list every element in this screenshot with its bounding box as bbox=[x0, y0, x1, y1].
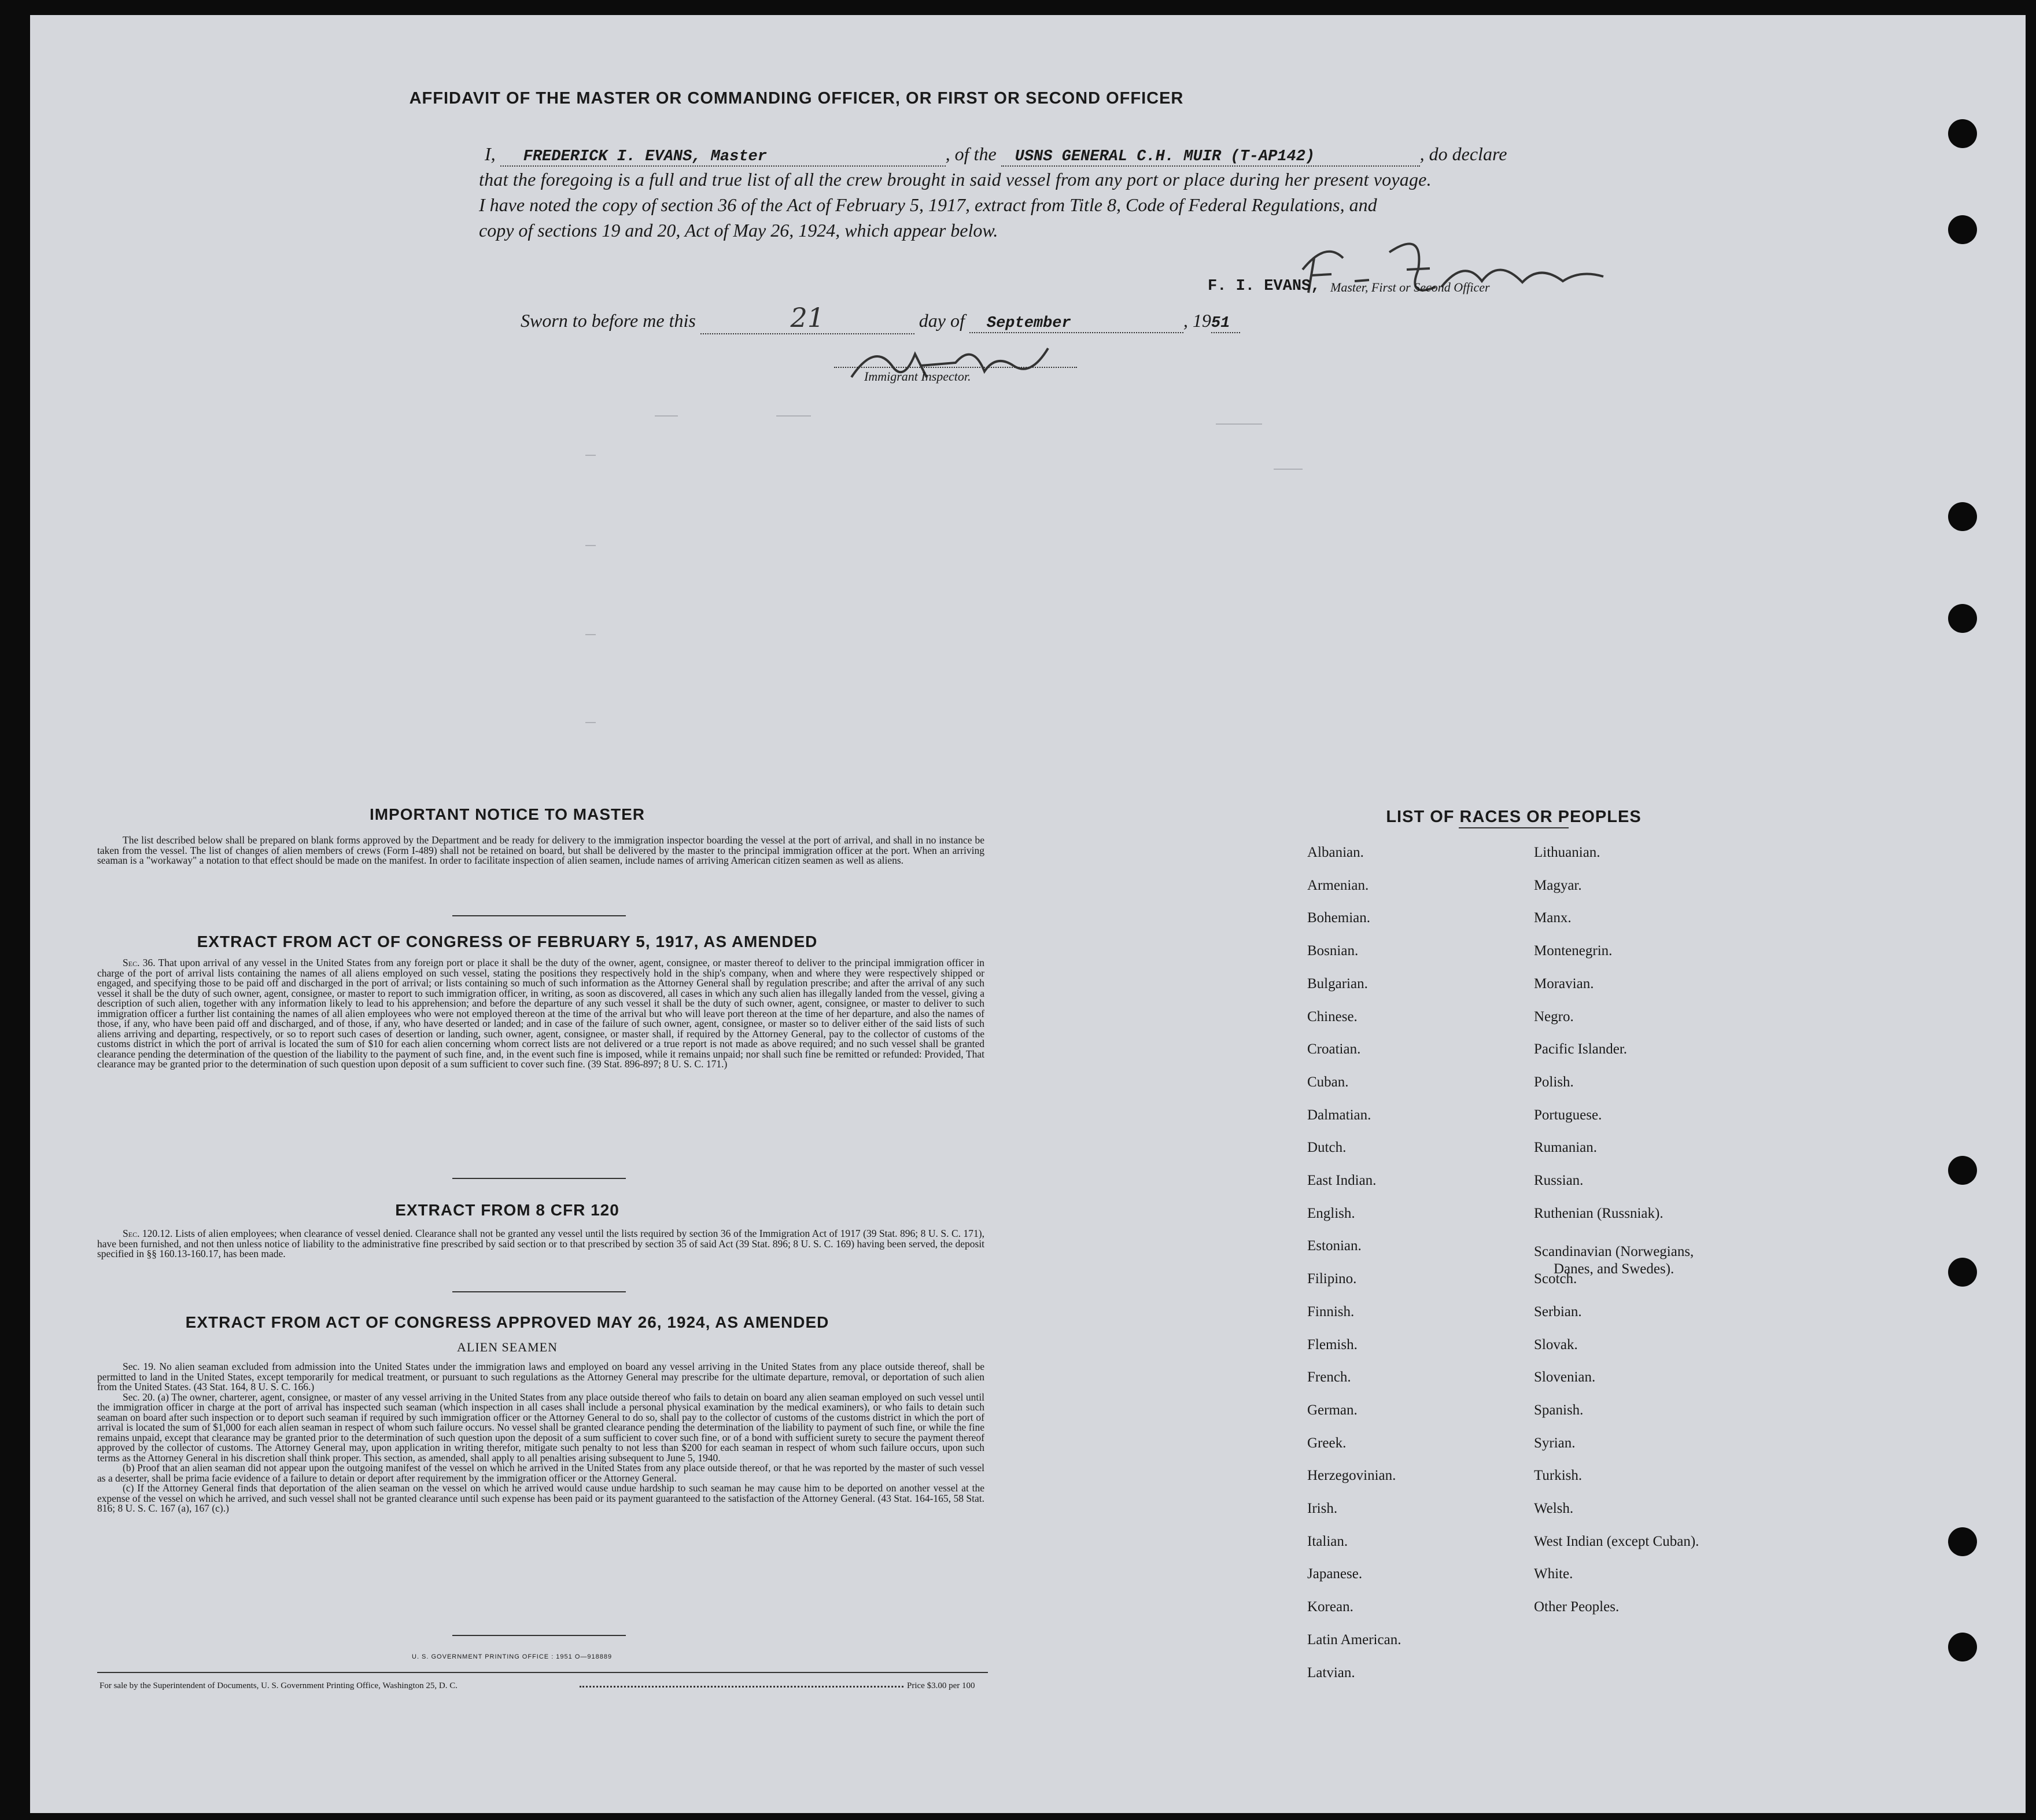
race-item: Dalmatian. bbox=[1307, 1107, 1371, 1123]
bleed-mark bbox=[776, 415, 811, 417]
race-item: Dutch. bbox=[1307, 1140, 1347, 1156]
bleed-mark bbox=[585, 634, 596, 635]
day-of-label: day of bbox=[919, 310, 965, 331]
race-item: Syrian. bbox=[1534, 1435, 1576, 1451]
section-divider bbox=[452, 1291, 626, 1292]
bleed-mark bbox=[1274, 469, 1303, 470]
sworn-day-field: 21 bbox=[700, 302, 914, 334]
race-item: Pacific Islander. bbox=[1534, 1041, 1628, 1058]
bleed-mark bbox=[585, 722, 596, 723]
punch-hole-icon bbox=[1948, 604, 1977, 633]
race-item: Danes, and Swedes). bbox=[1554, 1261, 1674, 1277]
races-title: LIST OF RACES OR PEOPLES bbox=[1386, 808, 1642, 826]
affidavit-line1 bbox=[485, 143, 1613, 167]
extract-1917-title: EXTRACT FROM ACT OF CONGRESS OF FEBRUARY 5, 1917, AS AMENDED bbox=[197, 933, 818, 950]
punch-hole-icon bbox=[1948, 1633, 1977, 1661]
for-sale-note: For sale by the Superintendent of Documents, U. S. Government Printing Office, Washington 25, D. C. bbox=[99, 1681, 458, 1690]
sec-120-label: Sec. 120.12. bbox=[123, 1228, 173, 1239]
punch-hole-icon bbox=[1948, 215, 1977, 244]
race-item: Irish. bbox=[1307, 1501, 1338, 1516]
race-item: Cuban. bbox=[1307, 1074, 1349, 1090]
race-item: Bohemian. bbox=[1307, 910, 1371, 926]
year-prefix: , 19 bbox=[1183, 310, 1211, 331]
race-item: West Indian (except Cuban). bbox=[1534, 1533, 1699, 1549]
sec-20b-text: (b) Proof that an alien seaman did not appear upon the outgoing manifest of the vessel on which he arrived in the United States from any place outside thereof, or that he was reported by the master of such vessel as a deserter, shall be prima facie evidence of a failure to detain or deport after requirement by the immigration officer or the Attorney General. bbox=[97, 1462, 984, 1484]
extract-8cfr-title: EXTRACT FROM 8 CFR 120 bbox=[395, 1201, 619, 1219]
race-item: Korean. bbox=[1307, 1599, 1353, 1615]
extract-1917-body bbox=[97, 958, 984, 1070]
alien-seamen-subtitle: ALIEN SEAMEN bbox=[457, 1340, 558, 1354]
gpo-imprint: U. S. GOVERNMENT PRINTING OFFICE : 1951 O—918889 bbox=[412, 1653, 613, 1660]
punch-hole-icon bbox=[1948, 1156, 1977, 1185]
affidavit-title: AFFIDAVIT OF THE MASTER OR COMMANDING OFFICER, OR FIRST OR SECOND OFFICER bbox=[409, 89, 1184, 108]
race-item: Spanish. bbox=[1534, 1402, 1584, 1418]
race-item: Rumanian. bbox=[1534, 1140, 1598, 1156]
race-item: Armenian. bbox=[1307, 877, 1369, 893]
sec-19-text: Sec. 19. No alien seaman excluded from admission into the United States under the immigration laws and employed on board any vessel arriving in the United States from any place outside thereof, shall be permitted to land in the United States, except temporarily for medical treatment, or pursuant to such regulations as the Attorney General may prescribe for the ultimate departure, removal, or deportation of such alien from the United States. (43 Stat. 164, 8 U. S. C. 166.) bbox=[97, 1361, 984, 1392]
sec-120-text: Lists of alien employees; when clearance of vessel denied. Clearance shall not be granted any vessel until the lists required by section 36 of the Immigration Act of 1917 (39 Stat. 896; 8 U. S. C. 171), have been furnished, and not then unless notice of liability to the administrative fine prescribed by said section or to that prescribed by section 35 of said Act (39 Stat. 896; 8 U. S. C. 169) having been served, the deposit specified in §§ 160.13-160.17, has been made. bbox=[97, 1228, 984, 1259]
races-title-rule bbox=[1459, 827, 1569, 828]
race-item: Flemish. bbox=[1307, 1336, 1358, 1353]
race-item: Slovak. bbox=[1534, 1336, 1578, 1353]
form-page bbox=[30, 15, 2026, 1813]
race-item: Estonian. bbox=[1307, 1238, 1362, 1254]
bleed-mark bbox=[1216, 423, 1262, 425]
race-item: Negro. bbox=[1534, 1008, 1574, 1025]
sec-36-label: Sec. 36. bbox=[123, 957, 156, 968]
race-item: Chinese. bbox=[1307, 1008, 1358, 1025]
extract-1924-title: EXTRACT FROM ACT OF CONGRESS APPROVED MAY 26, 1924, AS AMENDED bbox=[185, 1313, 829, 1331]
race-item: White. bbox=[1534, 1566, 1573, 1582]
punch-hole-icon bbox=[1948, 502, 1977, 531]
race-item: Italian. bbox=[1307, 1533, 1348, 1549]
vessel-field: USNS GENERAL C.H. MUIR (T-AP142) bbox=[1001, 148, 1420, 167]
race-item: Polish. bbox=[1534, 1074, 1574, 1090]
race-item: Finnish. bbox=[1307, 1303, 1355, 1320]
section-divider bbox=[452, 1635, 626, 1636]
race-item: Slovenian. bbox=[1534, 1369, 1596, 1386]
race-item: Ruthenian (Russniak). bbox=[1534, 1205, 1664, 1221]
sworn-prefix: Sworn to before me this bbox=[521, 310, 696, 331]
race-item: Scandinavian (Norwegians, bbox=[1534, 1244, 1694, 1260]
race-item: East Indian. bbox=[1307, 1173, 1377, 1188]
do-declare-label: , do declare bbox=[1419, 143, 1507, 164]
footer-rule bbox=[97, 1672, 988, 1673]
sec-20c-text: (c) If the Attorney General finds that deportation of the alien seaman on the vessel on which he arrived would cause undue hardship to such seaman he may cause him to be deported on another vessel at the expense of the vessel on which he arrived, and such vessel shall not be granted clearance until such expense has been paid or its payment guaranteed to the satisfaction of the Attorney General. (43 Stat. 164-165, 58 Stat. 816; 8 U. S. C. 167 (a), 167 (c).) bbox=[97, 1482, 984, 1514]
race-item: Japanese. bbox=[1307, 1566, 1363, 1582]
bleed-mark bbox=[585, 545, 596, 546]
race-item: Bulgarian. bbox=[1307, 975, 1368, 992]
inspector-signature-line bbox=[834, 367, 1077, 368]
race-item: Albanian. bbox=[1307, 845, 1364, 860]
extract-1924-body bbox=[97, 1362, 984, 1514]
punch-hole-icon bbox=[1948, 1527, 1977, 1556]
bleed-mark bbox=[655, 415, 678, 417]
sec-36-text: That upon arrival of any vessel in the United States from any foreign port or place it shall be the duty of the owner, agent, consignee, or master thereof to deliver to the principal immigration officer in charge of the port of arrival lists containing the names of all aliens employed on such vessel, stating the positions they respectively hold in the ship's company, when and where they were respectively shipped or engaged, and specifying those to be paid off and discharged in the port of arrival; or lists containing so much of such information as the Attorney General shall by regulation prescribe; and after the arrival of any such vessel it shall be the duty of such owner, agent, consignee, or master to report to such immigration officer, in writing, as soon as discovered, all cases in which any such alien has illegally landed from the vessel, giving a description of such alien, together with any information likely to lead to his apprehension; and before the departure of any such vessel it shall be the duty of such owner, agent, consignee, or master to deliver to such immigration officer a further list containing the names of all alien employees who were not employed thereon at the time of the arrival but who will leave port thereon at the time of her departure, and also the names of those, if any, who have been paid off and discharged, and of those, if any, who have deserted or landed; and in case of the failure of such owner, agent, consignee, or master so to deliver either of the said lists of such aliens arriving and departing, respectively, or so to report such cases of desertion or landing, such owner, agent, consignee, or master shall, if required by the Attorney General, pay to the collector of customs of the customs district in which the port of arrival is located the sum of $10 for each alien concerning whom correct lists are not delivered or a true report is not made as above required; and no such vessel shall be granted clearance pending the determination of the question of the liability to the payment of such fine, and, in the event such fine is imposed, while it remains unpaid; nor shall such fine be remitted or refunded: Provided, That clearance may be granted prior to the determination of such question upon deposit of a sum sufficient to cover such fine. (39 Stat. 896-897; 8 U. S. C. 171.) bbox=[97, 957, 984, 1070]
section-divider bbox=[452, 1178, 626, 1179]
bleed-mark bbox=[585, 455, 596, 456]
punch-hole-icon bbox=[1948, 1258, 1977, 1287]
race-item: Turkish. bbox=[1534, 1468, 1583, 1484]
sec-20a-text: Sec. 20. (a) The owner, charterer, agent, consignee, or master of any vessel arriving in the United States from any place outside thereof who fails to detain on board any alien seaman employed on such vessel until the immigration officer in charge at the port of arrival has inspected such seaman (which inspection in all cases shall include a personal physical examination by the medical examiners), or who fails to detain such seaman on board after such inspection or to deport such seaman if required by such immigration officer or the Attorney General to do so, shall pay to the collector of customs of the customs district in which the port of arrival is located the sum of $1,000 for each alien seaman in respect of whom such failure occurs. No vessel shall be granted clearance pending the determination of the liability to payment of such fine, or while the fine remains unpaid, except that clearance may be granted prior to the determination of such question upon the deposit of a sum sufficient to cover such fine, or of a bond with sufficient surety to secure the payment thereof approved by the collector of customs. The Attorney General may, upon application in writing therefor, mitigate such penalty to not less than $200 for each seaman in respect of whom such failure occurs, upon such terms as the Attorney General in his discretion shall think proper. This section, as amended, shall apply to all penalties arising subsequent to June 5, 1940. bbox=[97, 1391, 984, 1464]
race-item: Manx. bbox=[1534, 910, 1572, 926]
race-item: Bosnian. bbox=[1307, 943, 1359, 959]
race-item: Serbian. bbox=[1534, 1303, 1582, 1320]
signer-typed: F. I. EVANS, bbox=[1208, 278, 1321, 295]
race-item: Magyar. bbox=[1534, 877, 1582, 893]
race-item: Montenegrin. bbox=[1534, 943, 1613, 959]
race-item: Latin American. bbox=[1307, 1631, 1401, 1648]
sworn-year-field: 51 bbox=[1211, 315, 1240, 333]
race-item: Russian. bbox=[1534, 1173, 1584, 1188]
race-item: Other Peoples. bbox=[1534, 1599, 1620, 1615]
affidavit-line4: copy of sections 19 and 20, Act of May 26, 1924, which appear below. bbox=[479, 220, 998, 241]
affidavit-line3: I have noted the copy of section 36 of the Act of February 5, 1917, extract from Title 8, Code of Federal Regulations, and bbox=[479, 194, 1377, 215]
race-item: Filipino. bbox=[1307, 1271, 1357, 1287]
race-item: Welsh. bbox=[1534, 1501, 1574, 1516]
race-item: Croatian. bbox=[1307, 1041, 1361, 1058]
race-item: Latvian. bbox=[1307, 1664, 1355, 1681]
price-note: Price $3.00 per 100 bbox=[907, 1681, 975, 1690]
line1-prefix: I, bbox=[485, 143, 496, 164]
race-item: Greek. bbox=[1307, 1435, 1347, 1451]
race-item: Scotch. bbox=[1534, 1271, 1577, 1287]
race-item: French. bbox=[1307, 1369, 1351, 1386]
signer-title: Master, First or Second Officer bbox=[1330, 280, 1490, 294]
sworn-month-field: September bbox=[969, 315, 1183, 333]
race-item: Lithuanian. bbox=[1534, 845, 1600, 860]
section-divider bbox=[452, 915, 626, 916]
punch-hole-icon bbox=[1948, 119, 1977, 148]
race-item: Moravian. bbox=[1534, 975, 1594, 992]
sworn-line bbox=[521, 302, 1365, 334]
notice-body: The list described below shall be prepared on blank forms approved by the Department and be ready for delivery to the immigration inspector boarding the vessel at the port of arrival, and shall in no instance be taken from the vessel. The list of changes of alien members of crews (Form I-489) shall not be retained on board, but shall be delivered by the master to the principal immigration officer at the port. When an arriving seaman is a "workaway" a notation to that effect should be made on the manifest. In order to facilitate inspection of alien seamen, include names of arriving American citizen seamen as well as aliens. bbox=[97, 834, 984, 866]
affidavit-line2: that the foregoing is a full and true list of all the crew brought in said vessel from any port or place during her present voyage. bbox=[479, 169, 1432, 190]
footer-leader bbox=[580, 1686, 903, 1688]
inspector-label: Immigrant Inspector. bbox=[864, 369, 971, 384]
of-the-label: , of the bbox=[945, 143, 997, 164]
race-item: Portuguese. bbox=[1534, 1107, 1602, 1123]
race-item: Herzegovinian. bbox=[1307, 1468, 1396, 1484]
race-item: German. bbox=[1307, 1402, 1358, 1418]
notice-title: IMPORTANT NOTICE TO MASTER bbox=[369, 805, 646, 823]
race-item: English. bbox=[1307, 1205, 1355, 1221]
declarant-field: FREDERICK I. EVANS, Master bbox=[500, 148, 946, 167]
extract-8cfr-body bbox=[97, 1229, 984, 1259]
